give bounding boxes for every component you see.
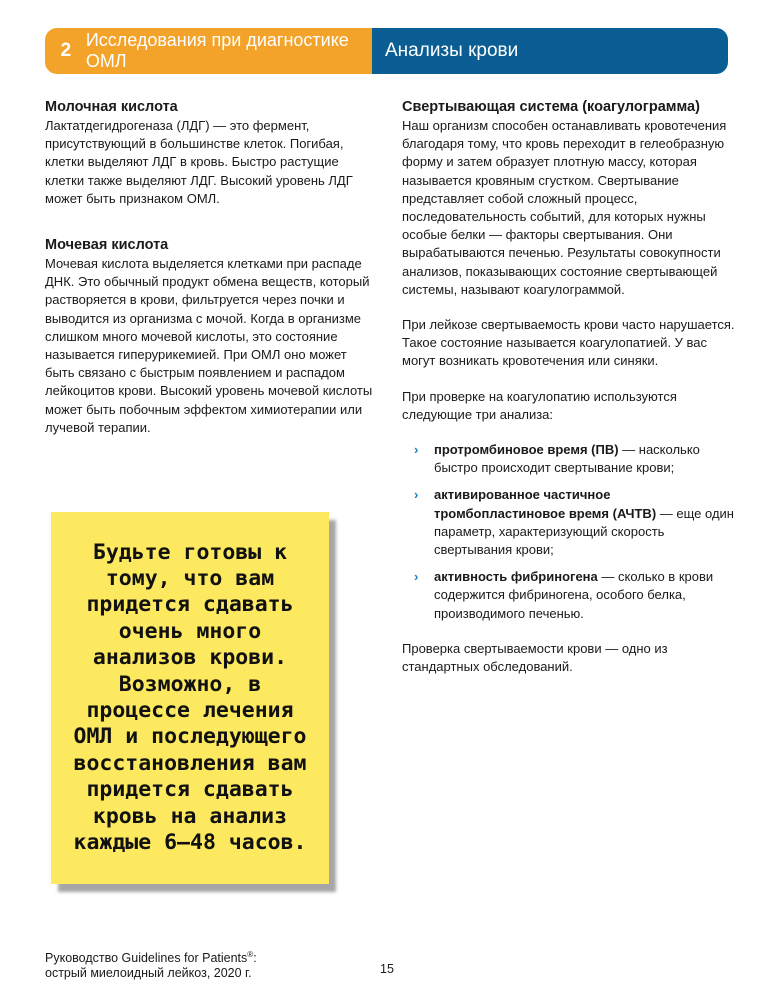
callout-note xyxy=(51,512,329,884)
footer-line-1-suffix: : xyxy=(253,951,257,966)
left-column xyxy=(45,97,375,437)
coagulation-paragraph-4: Проверка свертываемости крови — одно из стандартных обследований. xyxy=(402,640,668,675)
list-item-term: активированное частичное тромбопластиновое время (АЧТВ) xyxy=(434,487,657,521)
footer-citation xyxy=(45,947,257,981)
section-title: Анализы крови xyxy=(385,40,519,61)
section-text-lactate: Лактатдегидрогеназа (ЛДГ) — это фермент, присутствующий в большинстве клеток. Погибая, клетки выделяют ЛДГ в кровь. Быстро растущие клетки также выделяют ЛДГ. Высокий уровень ЛДГ может быть признаком ОМЛ. xyxy=(45,118,353,206)
chapter-title: Исследования при диагностике ОМЛ xyxy=(85,30,349,71)
section-heading-lactate: Молочная кислота xyxy=(45,99,178,115)
section-heading-uric-acid: Мочевая кислота xyxy=(45,237,169,254)
footer-line-1 xyxy=(45,947,257,966)
footer-line-2: острый миелоидный лейкоз, 2020 г. xyxy=(45,966,252,981)
list-item xyxy=(402,441,737,477)
chapter-tab xyxy=(45,28,372,74)
coagulation-paragraph-3: При проверке на коагулопатию используются следующие три анализа: xyxy=(402,388,677,422)
list-item-text: — насколько быстро происходит свертывание крови; xyxy=(434,442,700,476)
section-heading-coagulation: Свертывающая система (коагулограмма) xyxy=(402,99,700,115)
page-number: 15 xyxy=(380,962,394,976)
section-text-uric-acid: Мочевая кислота выделяется клетками при распаде ДНК. Это обычный продукт обмена веществ, который растворяется в крови, фильтруется через почки и выводится из организма с мочой. Когда в организме слишком много мочевой кислоты, это состояние называется гиперурикемией. При ОМЛ оно может быть связано с быстрым появлением и распадом лейкоцитов крови. Высокий уровень мочевой кислоты может быть побочным эффектом химиотерапии или лучевой терапии. xyxy=(45,256,373,435)
chevron-right-icon: › xyxy=(414,442,419,458)
chevron-right-icon: › xyxy=(414,569,419,585)
list-item-text: — еще один параметр, характеризующий скорость свертывания крови; xyxy=(434,505,734,558)
list-item-term: активность фибриногена xyxy=(434,569,598,585)
list-item xyxy=(402,568,737,623)
registered-mark: ® xyxy=(247,950,254,959)
chapter-header xyxy=(45,28,728,74)
chevron-right-icon: › xyxy=(414,487,419,503)
section-tab xyxy=(372,28,728,74)
coagulation-paragraph-1: Наш организм способен останавливать кровотечения благодаря тому, что кровь переходит в гелеобразную форму и затем образует плотную массу, которая называется кровяным сгустком. Свертывание представляет собой сложный процесс, последовательность событий, для которых нужны особые белки — факторы свертывания. Они вырабатываются печенью. Результаты совокупности анализов, показывающих состояние свертывающей системы, называют коагулограммой. xyxy=(402,118,727,297)
chapter-number: 2 xyxy=(60,40,72,61)
list-item-term: протромбиновое время (ПВ) xyxy=(434,442,619,458)
coagulation-paragraph-2: При лейкозе свертываемость крови часто нарушается. Такое состояние называется коагулопатией. У вас могут возникать кровотечения или синяки. xyxy=(402,317,735,369)
footer-line-1-prefix: Руководство Guidelines for Patients xyxy=(45,951,248,966)
right-column xyxy=(402,97,737,676)
test-list xyxy=(402,441,737,623)
list-item-text: — сколько в крови содержится фибриногена, особого белка, производимого печенью. xyxy=(434,569,714,621)
list-item xyxy=(402,486,737,559)
callout-text: Будьте готовы к тому, что вам придется сдавать очень много анализов крови. Возможно, в процессе лечения ОМЛ и последующего восстановления вам придется сдавать кровь на анализ каждые 6–48 часов. xyxy=(73,539,307,856)
